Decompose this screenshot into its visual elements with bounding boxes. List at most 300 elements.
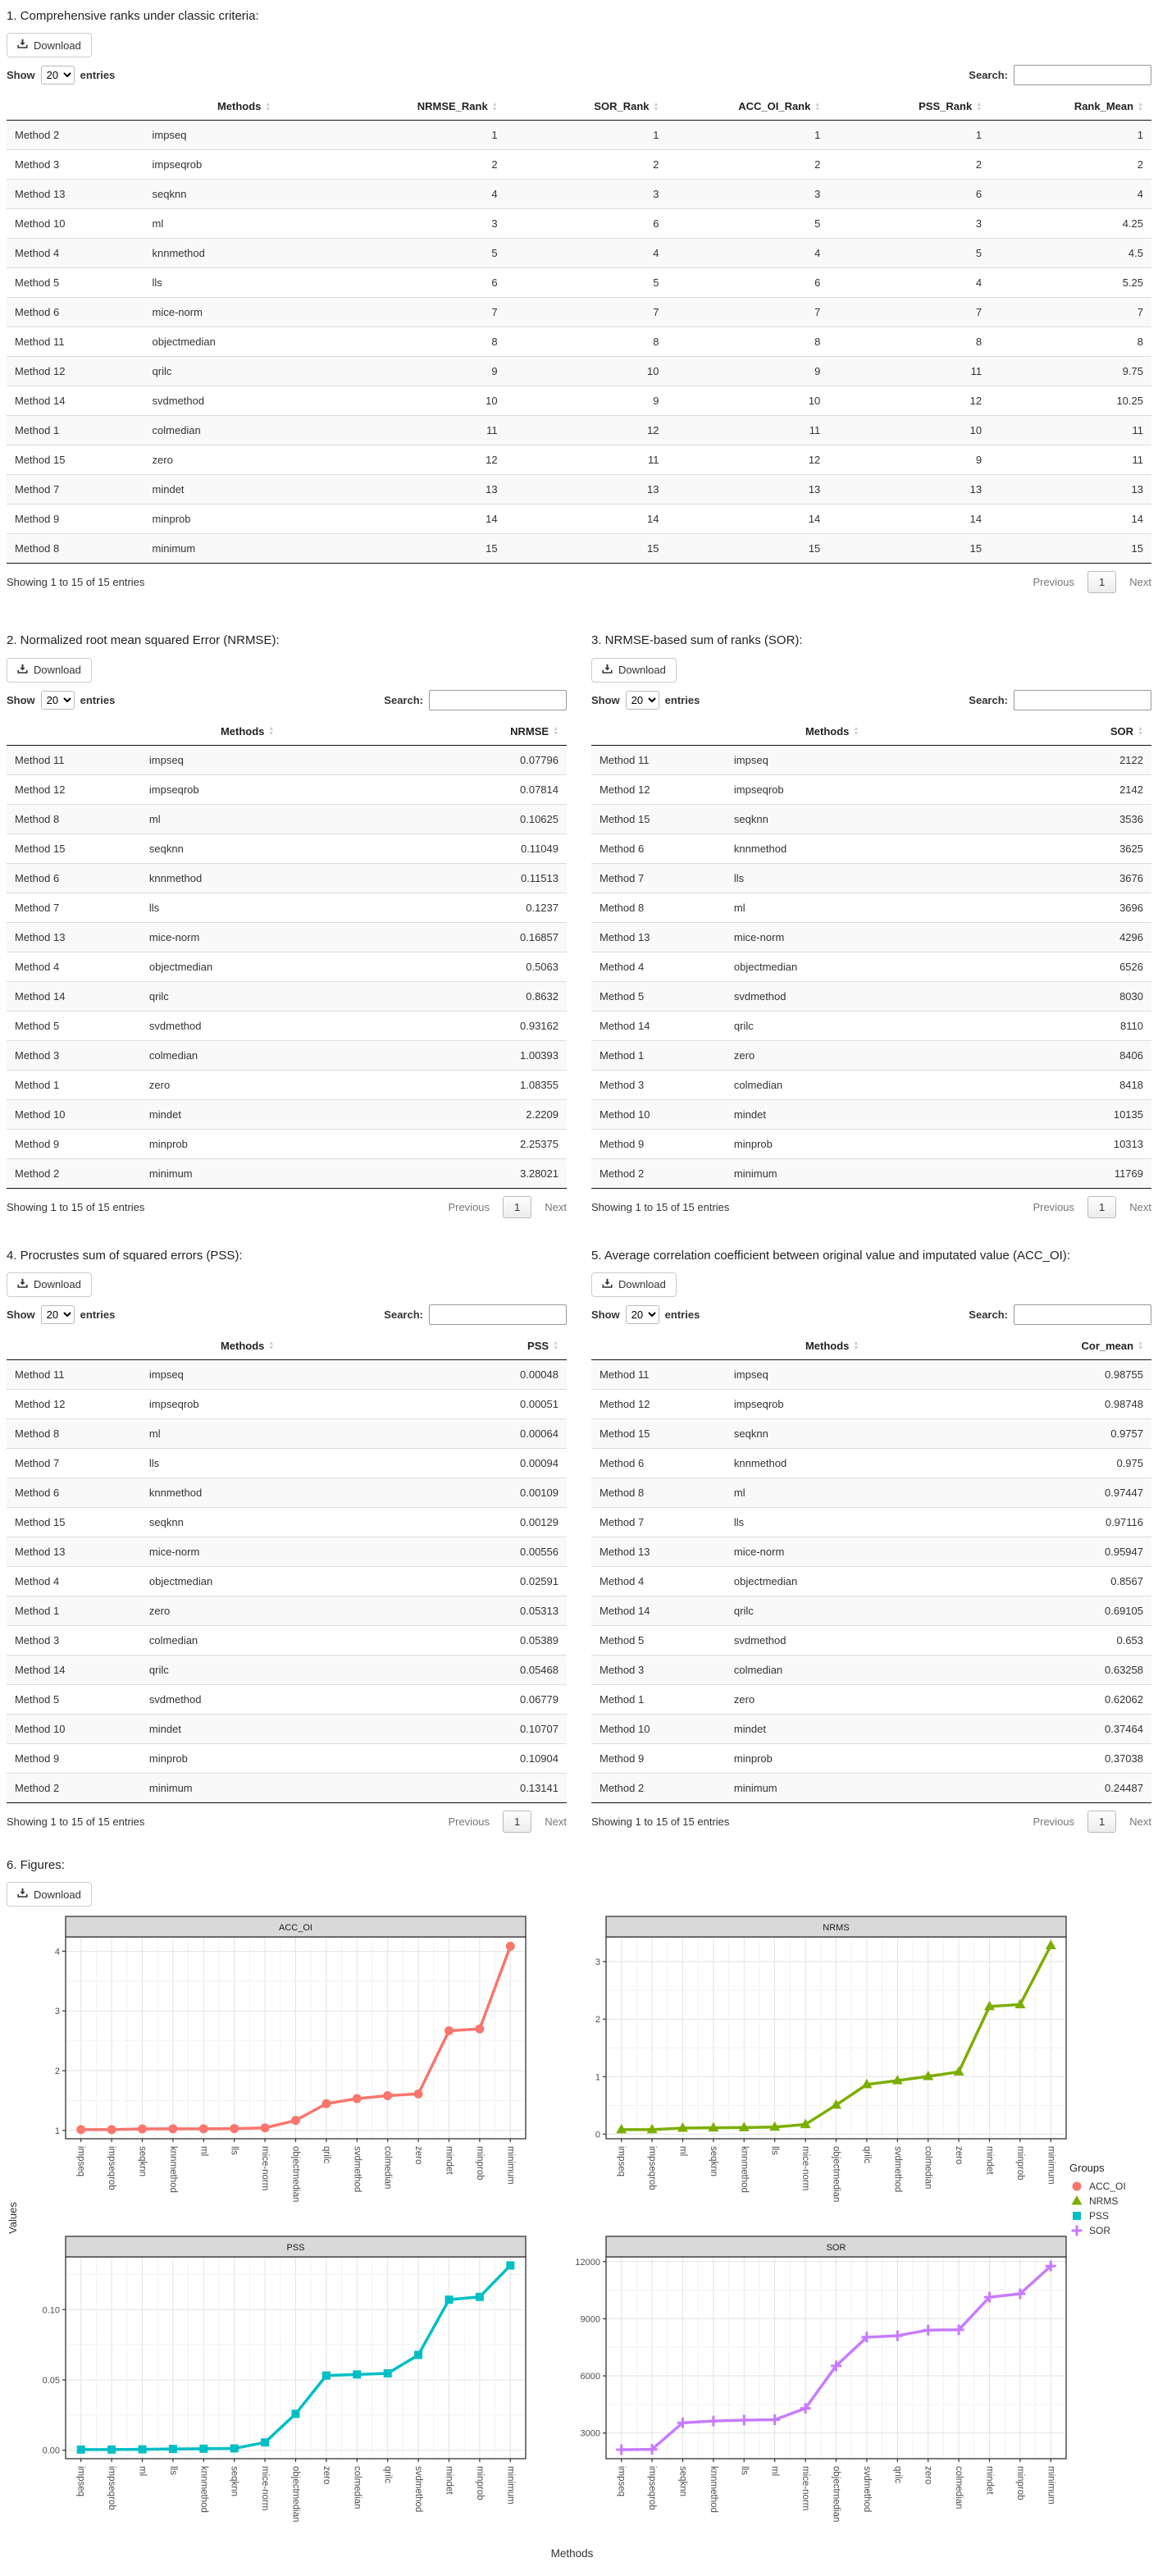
sort-icon: ▲ ▼ xyxy=(853,726,859,738)
table-cell: seqknn xyxy=(144,180,344,209)
section-title: 5. Average correlation coefficient between original value and imputated value (ACC_OI): xyxy=(591,1248,1070,1263)
table-cell: mice-norm xyxy=(726,922,939,952)
table-cell: 8030 xyxy=(938,981,1151,1011)
page-length-select[interactable] xyxy=(626,1305,659,1324)
download-button[interactable] xyxy=(591,1272,677,1297)
sort-icon: ▲ ▼ xyxy=(1137,1341,1143,1352)
table-row xyxy=(7,1158,567,1188)
table-row xyxy=(591,774,1151,804)
download-icon xyxy=(17,1888,28,1901)
table-row xyxy=(591,1743,1151,1773)
search-input[interactable] xyxy=(429,690,567,710)
svg-text:2: 2 xyxy=(54,2067,60,2077)
previous-button[interactable]: Previous xyxy=(1033,576,1075,589)
table-cell: Method 11 xyxy=(591,1359,726,1389)
next-button[interactable]: Next xyxy=(545,1815,567,1828)
table-info: Showing 1 to 15 of 15 entries xyxy=(7,1815,145,1828)
table-cell: 7 xyxy=(506,298,668,327)
table-cell: 0.05313 xyxy=(353,1596,567,1625)
svg-text:3: 3 xyxy=(595,1957,600,1968)
table-cell: Method 6 xyxy=(7,863,141,893)
sort-icon: ▲ ▼ xyxy=(814,101,821,112)
table-row xyxy=(7,1537,567,1566)
table-cell: mindet xyxy=(726,1099,939,1129)
previous-button[interactable]: Previous xyxy=(1033,1200,1075,1213)
svg-text:qrilc: qrilc xyxy=(861,2146,872,2164)
table-row xyxy=(591,1714,1151,1743)
table-cell: impseqrob xyxy=(141,774,354,804)
svg-text:lls: lls xyxy=(229,2146,239,2155)
svg-text:seqknn: seqknn xyxy=(229,2466,239,2497)
table-row xyxy=(7,1070,567,1099)
entries-label: entries xyxy=(80,69,116,82)
table-cell: Method 14 xyxy=(591,1596,726,1625)
table-cell: impseq xyxy=(144,121,344,150)
table-cell: 2 xyxy=(344,150,506,180)
table-cell: Method 8 xyxy=(591,1478,726,1507)
table-cell: Method 3 xyxy=(591,1070,726,1099)
svg-text:minprob: minprob xyxy=(1014,2146,1025,2181)
table-cell: 9 xyxy=(828,445,990,475)
svg-text:1: 1 xyxy=(595,2072,600,2083)
table-cell: 2 xyxy=(667,150,828,180)
svg-text:impseqrob: impseqrob xyxy=(647,2466,658,2510)
table-row xyxy=(591,1684,1151,1714)
svg-text:ml: ml xyxy=(137,2466,148,2477)
table-cell: qrilc xyxy=(141,1655,354,1684)
entries-label: entries xyxy=(80,693,116,706)
table-cell: seqknn xyxy=(141,834,354,863)
table-row xyxy=(7,1359,567,1389)
column-header[interactable]: Rank_Mean ▲ ▼ xyxy=(990,93,1151,121)
table-cell: Method 11 xyxy=(7,327,144,357)
page-title: 1. Comprehensive ranks under classic criteria: xyxy=(7,9,259,23)
table-cell: minimum xyxy=(141,1158,354,1188)
table-cell: 14 xyxy=(990,505,1151,534)
svg-text:colmedian: colmedian xyxy=(352,2466,362,2510)
table-cell: impseqrob xyxy=(141,1389,354,1418)
section-comprehensive-ranks xyxy=(7,8,1151,593)
table-cell: 2 xyxy=(828,150,990,180)
table-cell: 4 xyxy=(990,180,1151,209)
table-cell: minimum xyxy=(726,1773,939,1802)
table-cell: 6 xyxy=(506,209,668,239)
table-cell: Method 10 xyxy=(7,1099,141,1129)
column-header[interactable]: Methods ▲ ▼ xyxy=(144,93,344,121)
table-cell: minimum xyxy=(141,1773,354,1802)
table-row xyxy=(591,834,1151,863)
svg-text:objectmedian: objectmedian xyxy=(290,2146,301,2203)
table-row xyxy=(7,534,1151,564)
table-cell: Method 8 xyxy=(7,804,141,834)
table-cell: mindet xyxy=(144,475,344,505)
table-cell: impseqrob xyxy=(726,774,939,804)
previous-button[interactable]: Previous xyxy=(1033,1815,1075,1828)
table-cell: Method 5 xyxy=(591,1625,726,1655)
column-header xyxy=(591,1332,726,1360)
table-cell: Method 7 xyxy=(591,863,726,893)
table-cell: 0.05389 xyxy=(353,1625,567,1655)
svg-text:objectmedian: objectmedian xyxy=(831,2146,841,2203)
table-cell: Method 13 xyxy=(7,922,141,952)
download-label: Download xyxy=(34,1278,81,1291)
table-cell: 3 xyxy=(667,180,828,209)
table-cell: 11 xyxy=(344,416,506,445)
table-cell: 0.93162 xyxy=(353,1011,567,1040)
table-cell: 7 xyxy=(990,298,1151,327)
table-cell: lls xyxy=(141,893,354,922)
pss-plot xyxy=(28,2236,532,2546)
table-cell: 3625 xyxy=(938,834,1151,863)
table-cell: minimum xyxy=(726,1158,939,1188)
table-cell: 4 xyxy=(667,239,828,268)
table-cell: 0.975 xyxy=(938,1448,1151,1478)
svg-text:colmedian: colmedian xyxy=(923,2146,933,2190)
table-cell: 13 xyxy=(506,475,668,505)
table-cell: 11 xyxy=(990,416,1151,445)
sort-icon: ▲ ▼ xyxy=(653,101,659,112)
table-cell: Method 15 xyxy=(7,834,141,863)
table-row xyxy=(591,952,1151,981)
sort-icon: ▲ ▼ xyxy=(1137,726,1143,738)
svg-text:ACC_OI: ACC_OI xyxy=(279,1923,312,1933)
svg-text:minprob: minprob xyxy=(474,2146,485,2181)
download-button[interactable] xyxy=(7,1882,92,1907)
previous-button[interactable]: Previous xyxy=(448,1815,490,1828)
svg-text:3000: 3000 xyxy=(580,2428,600,2439)
table-cell: Method 8 xyxy=(591,893,726,922)
page-1-button[interactable]: 1 xyxy=(1087,1196,1116,1218)
table-cell: 14 xyxy=(344,505,506,534)
table-cell: 8418 xyxy=(938,1070,1151,1099)
download-icon xyxy=(17,1278,28,1291)
search-input[interactable] xyxy=(1014,690,1151,710)
ACC_OI-symbol-icon xyxy=(1069,2180,1084,2193)
table-row xyxy=(591,1418,1151,1448)
svg-text:impseqrob: impseqrob xyxy=(107,2146,117,2190)
svg-text:knnmethod: knnmethod xyxy=(198,2466,209,2513)
table-cell: 3536 xyxy=(938,804,1151,834)
column-header[interactable]: PSS ▲ ▼ xyxy=(353,1332,567,1360)
table-cell: Method 2 xyxy=(7,1158,141,1188)
column-header[interactable]: ACC_OI_Rank ▲ ▼ xyxy=(667,93,828,121)
table-cell: 9 xyxy=(667,357,828,386)
svg-text:2: 2 xyxy=(595,2015,600,2026)
table-cell: objectmedian xyxy=(141,1566,354,1596)
column-header[interactable]: NRMSE_Rank ▲ ▼ xyxy=(344,93,506,121)
table-row xyxy=(7,1507,567,1537)
table-row xyxy=(7,1743,567,1773)
svg-text:impseqrob: impseqrob xyxy=(647,2146,658,2190)
table-cell: 13 xyxy=(990,475,1151,505)
column-header[interactable]: SOR ▲ ▼ xyxy=(938,718,1151,746)
table-row xyxy=(591,1478,1151,1507)
table-row xyxy=(591,1507,1151,1537)
table-row xyxy=(591,1040,1151,1070)
table-cell: minprob xyxy=(726,1743,939,1773)
svg-text:impseq: impseq xyxy=(75,2146,86,2177)
table-cell: 5 xyxy=(828,239,990,268)
table-cell: 0.11049 xyxy=(353,834,567,863)
table-cell: svdmethod xyxy=(726,981,939,1011)
table-cell: Method 5 xyxy=(591,981,726,1011)
table-cell: 7 xyxy=(828,298,990,327)
table-cell: colmedian xyxy=(144,416,344,445)
table-cell: 6 xyxy=(667,268,828,298)
table-cell: 0.10707 xyxy=(353,1714,567,1743)
table-row xyxy=(7,1773,567,1802)
table-cell: 10313 xyxy=(938,1129,1151,1158)
table-row xyxy=(591,1655,1151,1684)
sort-icon: ▲ ▼ xyxy=(1137,101,1143,112)
table-cell: mice-norm xyxy=(144,298,344,327)
next-button[interactable]: Next xyxy=(1129,576,1151,589)
table-cell: impseqrob xyxy=(726,1389,939,1418)
page-1-button[interactable]: 1 xyxy=(1087,1811,1116,1833)
column-header[interactable]: NRMSE ▲ ▼ xyxy=(353,718,567,746)
svg-text:6000: 6000 xyxy=(580,2372,600,2382)
table-cell: 0.8567 xyxy=(938,1566,1151,1596)
table-cell: Method 1 xyxy=(7,1070,141,1099)
show-label: Show xyxy=(591,693,620,706)
svg-text:lls: lls xyxy=(769,2146,780,2155)
page-length-select[interactable] xyxy=(41,1305,75,1324)
table-cell: 10 xyxy=(506,357,668,386)
svg-text:qrilc: qrilc xyxy=(321,2146,331,2164)
table-cell: qrilc xyxy=(726,1011,939,1040)
section-pss xyxy=(7,1248,567,1833)
svg-text:PSS: PSS xyxy=(286,2243,305,2253)
next-button[interactable]: Next xyxy=(1129,1200,1151,1213)
table-cell: 13 xyxy=(344,475,506,505)
next-button[interactable]: Next xyxy=(545,1200,567,1213)
table-row xyxy=(591,1537,1151,1566)
column-header[interactable]: Methods ▲ ▼ xyxy=(726,1332,939,1360)
table-row xyxy=(591,1773,1151,1802)
table-cell: 11 xyxy=(828,357,990,386)
data-table xyxy=(7,718,567,1189)
table-cell: Method 6 xyxy=(7,1478,141,1507)
table-cell: 8406 xyxy=(938,1040,1151,1070)
table-cell: 15 xyxy=(828,534,990,564)
table-cell: Method 15 xyxy=(7,1507,141,1537)
table-cell: Method 3 xyxy=(7,150,144,180)
sort-icon: ▲ ▼ xyxy=(268,726,275,738)
download-label: Download xyxy=(34,664,81,676)
table-row xyxy=(7,209,1151,239)
svg-text:3: 3 xyxy=(54,2007,60,2017)
panel-sor xyxy=(568,2236,1073,2546)
table-cell: Method 8 xyxy=(7,1418,141,1448)
pagination xyxy=(1033,1811,1151,1833)
table-cell: 0.07796 xyxy=(353,745,567,774)
table-cell: 1 xyxy=(990,121,1151,150)
nrms-plot xyxy=(568,1916,1073,2226)
svg-text:impseq: impseq xyxy=(616,2466,627,2497)
table-row xyxy=(7,922,567,952)
table-cell: 0.11513 xyxy=(353,863,567,893)
figures-section xyxy=(7,1857,1151,2560)
svg-text:SOR: SOR xyxy=(826,2243,846,2253)
table-row xyxy=(7,386,1151,416)
table-cell: 8 xyxy=(344,327,506,357)
svg-text:objectmedian: objectmedian xyxy=(290,2466,301,2523)
table-cell: Method 14 xyxy=(7,981,141,1011)
table-cell: Method 4 xyxy=(7,239,144,268)
search-input[interactable] xyxy=(1014,65,1151,85)
SOR-symbol-icon xyxy=(1069,2224,1084,2237)
pagination xyxy=(1033,571,1151,593)
table-cell: seqknn xyxy=(726,804,939,834)
table-cell: minprob xyxy=(144,505,344,534)
entries-label: entries xyxy=(664,693,700,706)
table-cell: minprob xyxy=(726,1129,939,1158)
table-row xyxy=(7,1684,567,1714)
table-cell: 0.02591 xyxy=(353,1566,567,1596)
table-cell: 8 xyxy=(990,327,1151,357)
table-row xyxy=(591,1596,1151,1625)
x-axis-label: Methods xyxy=(550,2547,594,2560)
pagination xyxy=(1033,1196,1151,1218)
table-cell: Method 4 xyxy=(7,952,141,981)
sort-icon: ▲ ▼ xyxy=(976,101,982,112)
table-cell: 10 xyxy=(344,386,506,416)
table-row xyxy=(591,1011,1151,1040)
page-1-button[interactable]: 1 xyxy=(503,1811,531,1833)
column-header[interactable]: PSS_Rank ▲ ▼ xyxy=(828,93,990,121)
column-header xyxy=(591,718,726,746)
table-cell: 11 xyxy=(506,445,668,475)
download-label: Download xyxy=(618,664,666,676)
table-cell: zero xyxy=(144,445,344,475)
entries-label: entries xyxy=(80,1308,116,1321)
svg-text:minprob: minprob xyxy=(474,2466,485,2501)
table-cell: 4.5 xyxy=(990,239,1151,268)
table-row xyxy=(7,298,1151,327)
table-cell: Method 13 xyxy=(7,180,144,209)
table-cell: 0.00556 xyxy=(353,1537,567,1566)
page-length-select[interactable] xyxy=(41,66,75,84)
legend xyxy=(1069,2162,1151,2239)
legend-entries xyxy=(1069,2180,1151,2237)
table-cell: Method 13 xyxy=(7,1537,141,1566)
table-cell: Method 11 xyxy=(7,745,141,774)
table-row xyxy=(7,1040,567,1070)
svg-text:knnmethod: knnmethod xyxy=(167,2146,178,2193)
table-cell: Method 10 xyxy=(591,1714,726,1743)
table-cell: Method 9 xyxy=(7,1129,141,1158)
svg-text:lls: lls xyxy=(167,2466,178,2475)
table-cell: Method 7 xyxy=(591,1507,726,1537)
svg-text:0: 0 xyxy=(595,2130,600,2140)
svg-text:mindet: mindet xyxy=(984,2146,995,2175)
svg-text:knnmethod: knnmethod xyxy=(708,2466,718,2513)
svg-text:mindet: mindet xyxy=(984,2466,995,2495)
table-cell: Method 12 xyxy=(7,357,144,386)
table-header-row xyxy=(591,1332,1151,1360)
legend-label: ACC_OI xyxy=(1089,2181,1126,2192)
table-row xyxy=(7,834,567,863)
pagination xyxy=(448,1196,567,1218)
table-cell: Method 6 xyxy=(591,834,726,863)
svg-text:minimum: minimum xyxy=(1046,2146,1056,2185)
table-cell: Method 12 xyxy=(7,774,141,804)
column-header[interactable]: SOR_Rank ▲ ▼ xyxy=(506,93,668,121)
svg-text:seqknn: seqknn xyxy=(677,2466,688,2497)
table-cell: Method 6 xyxy=(7,298,144,327)
next-button[interactable]: Next xyxy=(1129,1815,1151,1828)
page-1-button[interactable]: 1 xyxy=(1087,571,1116,593)
section-title: 2. Normalized root mean squared Error (NRMSE): xyxy=(7,633,280,648)
table-cell: 0.10625 xyxy=(353,804,567,834)
download-button[interactable] xyxy=(7,33,92,57)
page-length-select[interactable] xyxy=(626,691,659,710)
legend-entry-ACC_OI xyxy=(1069,2180,1151,2193)
table-cell: 0.8632 xyxy=(353,981,567,1011)
page-1-button[interactable]: 1 xyxy=(503,1196,531,1218)
table-cell: 0.97447 xyxy=(938,1478,1151,1507)
download-button[interactable] xyxy=(7,1272,92,1297)
svg-text:ml: ml xyxy=(677,2146,688,2157)
column-header[interactable]: Methods ▲ ▼ xyxy=(141,1332,354,1360)
table-cell: Method 2 xyxy=(591,1158,726,1188)
search-input[interactable] xyxy=(429,1304,567,1325)
sor-plot xyxy=(568,2236,1073,2546)
column-header[interactable]: Cor_mean ▲ ▼ xyxy=(938,1332,1151,1360)
table-cell: 3 xyxy=(506,180,668,209)
table-cell: 9 xyxy=(344,357,506,386)
table-row xyxy=(591,1099,1151,1129)
column-header[interactable]: Methods ▲ ▼ xyxy=(726,718,939,746)
table-cell: Method 5 xyxy=(7,1011,141,1040)
table-cell: ml xyxy=(726,893,939,922)
table-cell: 2 xyxy=(506,150,668,180)
table-cell: 5 xyxy=(344,239,506,268)
table-row xyxy=(7,327,1151,357)
table-cell: 0.95947 xyxy=(938,1537,1151,1566)
table-cell: mice-norm xyxy=(141,922,354,952)
panel-nrms xyxy=(568,1916,1073,2226)
svg-text:zero: zero xyxy=(413,2146,424,2165)
table-row xyxy=(7,1655,567,1684)
download-button[interactable] xyxy=(7,658,92,683)
table-cell: 1 xyxy=(667,121,828,150)
table-cell: 5 xyxy=(667,209,828,239)
previous-button[interactable]: Previous xyxy=(448,1200,490,1213)
table-cell: seqknn xyxy=(141,1507,354,1537)
table-cell: 0.13141 xyxy=(353,1773,567,1802)
svg-text:mindet: mindet xyxy=(444,2146,454,2175)
table-row xyxy=(7,1389,567,1418)
PSS-symbol-icon xyxy=(1069,2209,1084,2222)
search-input[interactable] xyxy=(1014,1304,1151,1325)
svg-text:zero: zero xyxy=(923,2466,933,2485)
table-cell: 15 xyxy=(344,534,506,564)
table-cell: Method 5 xyxy=(7,1684,141,1714)
table-cell: Method 3 xyxy=(591,1655,726,1684)
table-cell: 3696 xyxy=(938,893,1151,922)
table-cell: ml xyxy=(141,804,354,834)
svg-text:minprob: minprob xyxy=(1014,2466,1025,2501)
table-cell: 4 xyxy=(344,180,506,209)
svg-text:svdmethod: svdmethod xyxy=(861,2466,872,2513)
column-header[interactable]: Methods ▲ ▼ xyxy=(141,718,354,746)
download-button[interactable] xyxy=(591,658,677,683)
table-cell: 0.00051 xyxy=(353,1389,567,1418)
table-cell: impseq xyxy=(726,745,939,774)
page-length-select[interactable] xyxy=(41,691,75,710)
table-cell: 0.00129 xyxy=(353,1507,567,1537)
